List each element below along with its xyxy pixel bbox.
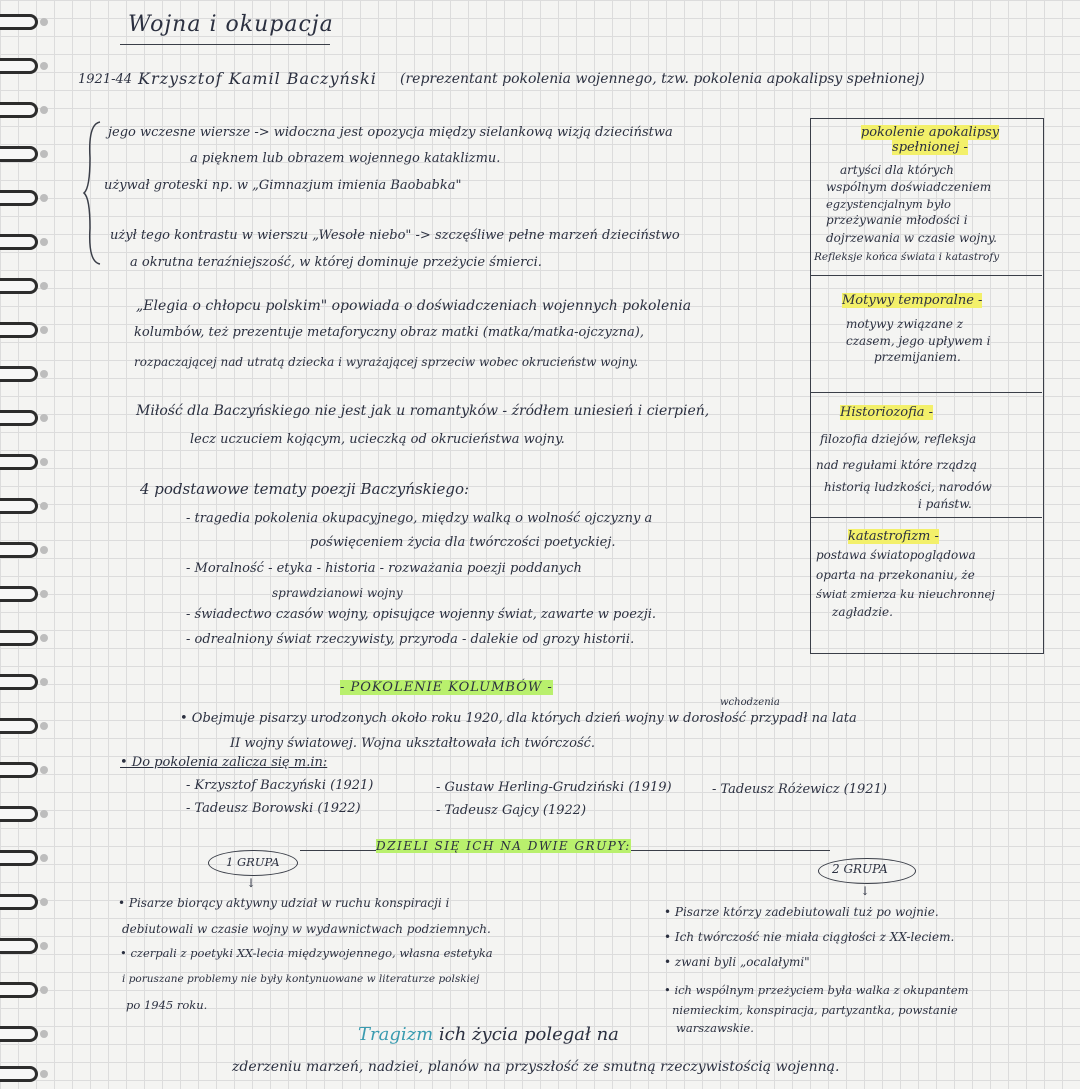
sidebar-motywy-line-3: przemijaniem. bbox=[874, 350, 961, 364]
group2-line-1: • Pisarze którzy zadebiutowali tuż po wojnie. bbox=[664, 905, 939, 919]
sidebar-apokalipsa-line-2: wspólnym doświadczeniem bbox=[826, 180, 992, 194]
sidebar-apokalipsa-line-5: dojrzewania w czasie wojny. bbox=[826, 231, 997, 245]
arrow-down-icon: ↓ bbox=[246, 876, 257, 890]
sidebar-motywy-line-1: motywy związane z bbox=[846, 317, 964, 331]
block2-line-1: „Elegia o chłopcu polskim" opowiada o doświadczeniach wojennych pokolenia bbox=[136, 298, 692, 314]
tragizm-rest: ich życia polegał na bbox=[433, 1024, 619, 1045]
member-5: - Tadeusz Gajcy (1922) bbox=[436, 803, 587, 818]
kolumbowie-desc-1: • Obejmuje pisarzy urodzonych około roku 1920, dla których dzień wojny w dorosłość przypadł na lata bbox=[180, 711, 857, 726]
kolumbowie-desc-2: II wojny światowej. Wojna ukształtowała ich twórczość. bbox=[230, 736, 596, 751]
tragizm-keyword: Tragizm bbox=[358, 1024, 434, 1045]
group1-line-3: • czerpali z poetyki XX-lecia międzywojennego, własna estetyka bbox=[120, 946, 493, 960]
group1-label: 1 GRUPA bbox=[226, 855, 280, 869]
title-underline bbox=[120, 44, 330, 45]
member-1: - Krzysztof Baczyński (1921) bbox=[186, 778, 374, 793]
sidebar-historio-line-3: historią ludzkości, narodów bbox=[824, 480, 992, 494]
group2-line-5: niemieckim, konspiracja, partyzantka, powstanie bbox=[672, 1003, 958, 1017]
member-4: - Tadeusz Borowski (1922) bbox=[186, 801, 361, 816]
block1-line-3: używał groteski np. w „Gimnazjum imienia Baobabka" bbox=[104, 178, 462, 193]
block2-line-2: kolumbów, też prezentuje metaforyczny obraz matki (matka/matka-ojczyzna), bbox=[134, 325, 645, 340]
sidebar-katastro-line-3: świat zmierza ku nieuchronnej bbox=[816, 587, 995, 601]
theme-3: - świadectwo czasów wojny, opisujące wojenny świat, zawarte w poezji. bbox=[186, 607, 657, 622]
kolumbowie-members-title: • Do pokolenia zalicza się m.in: bbox=[120, 755, 328, 770]
sidebar-apokalipsa-line-4: przeżywanie młodości i bbox=[826, 213, 968, 227]
member-2: - Gustaw Herling-Grudziński (1919) bbox=[436, 780, 672, 795]
sidebar-katastro-line-2: oparta na przekonaniu, że bbox=[816, 568, 975, 582]
group2-line-3: • zwani byli „ocalałymi" bbox=[664, 955, 810, 969]
sidebar-motywy-line-2: czasem, jego upływem i bbox=[846, 334, 991, 348]
sidebar-apokalipsa-title: pokolenie apokalipsy spełnionej - bbox=[860, 125, 1000, 155]
block2-line-3: rozpaczającej nad utratą dziecka i wyrażającej sprzeciw wobec okrucieństw wojny. bbox=[134, 355, 639, 369]
sidebar-katastro-line-1: postawa światopoglądowa bbox=[816, 548, 976, 562]
brace-icon bbox=[82, 118, 104, 268]
sidebar-apokalipsa-line-1: artyści dla których bbox=[840, 163, 954, 177]
theme-2: - Moralność - etyka - historia - rozważania poezji poddanych bbox=[186, 561, 582, 576]
header-name: Krzysztof Kamil Baczyński bbox=[138, 69, 377, 88]
block1-line-4: użył tego kontrastu w wierszu „Wesołe niebo" -> szczęśliwe pełne marzeń dzieciństwo bbox=[110, 228, 680, 243]
theme-4: - odrealniony świat rzeczywisty, przyroda - dalekie od grozy historii. bbox=[186, 632, 635, 647]
sidebar-historio-title: Historiozofia - bbox=[840, 405, 934, 420]
block1-line-5: a okrutna teraźniejszość, w której dominuje przeżycie śmierci. bbox=[130, 255, 542, 270]
sidebar-katastro-line-4: zagładzie. bbox=[832, 605, 893, 619]
block2-line-5: lecz uczuciem kojącym, ucieczką od okrucieństwa wojny. bbox=[190, 432, 565, 447]
theme-1-cont: poświęceniem życia dla twórczości poetyckiej. bbox=[310, 535, 616, 550]
block1-line-2: a pięknem lub obrazem wojennego kataklizmu. bbox=[190, 151, 501, 166]
group2-line-4: • ich wspólnym przeżyciem była walka z okupantem bbox=[664, 983, 969, 997]
header-description: (reprezentant pokolenia wojennego, tzw. pokolenia apokalipsy spełnionej) bbox=[400, 71, 925, 87]
sidebar-apokalipsa-line-6: Refleksje końca świata i katastrofy bbox=[814, 251, 1000, 263]
theme-2-cont: sprawdzianowi wojny bbox=[272, 586, 403, 600]
page-title: Wojna i okupacja bbox=[128, 12, 334, 37]
group1-line-5: po 1945 roku. bbox=[126, 998, 208, 1012]
block1-line-1: jego wczesne wiersze -> widoczna jest opozycja między sielankową wizją dzieciństwa bbox=[108, 125, 673, 140]
group1-line-1: • Pisarze biorący aktywny udział w ruchu konspiracji i bbox=[118, 896, 450, 910]
sidebar-historio-line-1: filozofia dziejów, refleksja bbox=[820, 432, 977, 446]
sidebar-historio-line-4: i państw. bbox=[918, 497, 972, 511]
group2-label: 2 GRUPA bbox=[832, 862, 888, 876]
sidebar-motywy-title: Motywy temporalne - bbox=[842, 293, 983, 308]
sidebar-historio-line-2: nad regułami które rządzą bbox=[816, 458, 978, 472]
header-dates: 1921-44 bbox=[78, 72, 133, 87]
tragizm-line-1 bbox=[358, 1024, 619, 1045]
member-3: - Tadeusz Różewicz (1921) bbox=[712, 782, 887, 797]
kolumbowie-heading: - POKOLENIE KOLUMBÓW - bbox=[340, 680, 553, 695]
tragizm-line-2: zderzeniu marzeń, nadziei, planów na przyszłość ze smutną rzeczywistością wojenną. bbox=[232, 1059, 840, 1075]
sidebar-katastro-title: katastrofizm - bbox=[848, 529, 939, 544]
split-label: DZIELI SIĘ ICH NA DWIE GRUPY: bbox=[376, 839, 631, 853]
sidebar-apokalipsa-line-3: egzystencjalnym było bbox=[826, 197, 951, 211]
kolumbowie-note: wchodzenia bbox=[720, 697, 780, 708]
theme-1: - tragedia pokolenia okupacyjnego, między walką o wolność ojczyzny a bbox=[186, 511, 653, 526]
group1-line-4: i poruszane problemy nie były kontynuowane w literaturze polskiej bbox=[122, 973, 480, 985]
group1-line-2: debiutowali w czasie wojny w wydawnictwach podziemnych. bbox=[122, 922, 491, 936]
block2-line-4: Miłość dla Baczyńskiego nie jest jak u romantyków - źródłem uniesień i cierpień, bbox=[136, 403, 710, 419]
arrow-down-icon: ↓ bbox=[860, 884, 871, 898]
group2-line-2: • Ich twórczość nie miała ciągłości z XX-leciem. bbox=[664, 930, 955, 944]
themes-intro: 4 podstawowe tematy poezji Baczyńskiego: bbox=[140, 480, 470, 498]
group2-line-6: warszawskie. bbox=[676, 1021, 754, 1035]
